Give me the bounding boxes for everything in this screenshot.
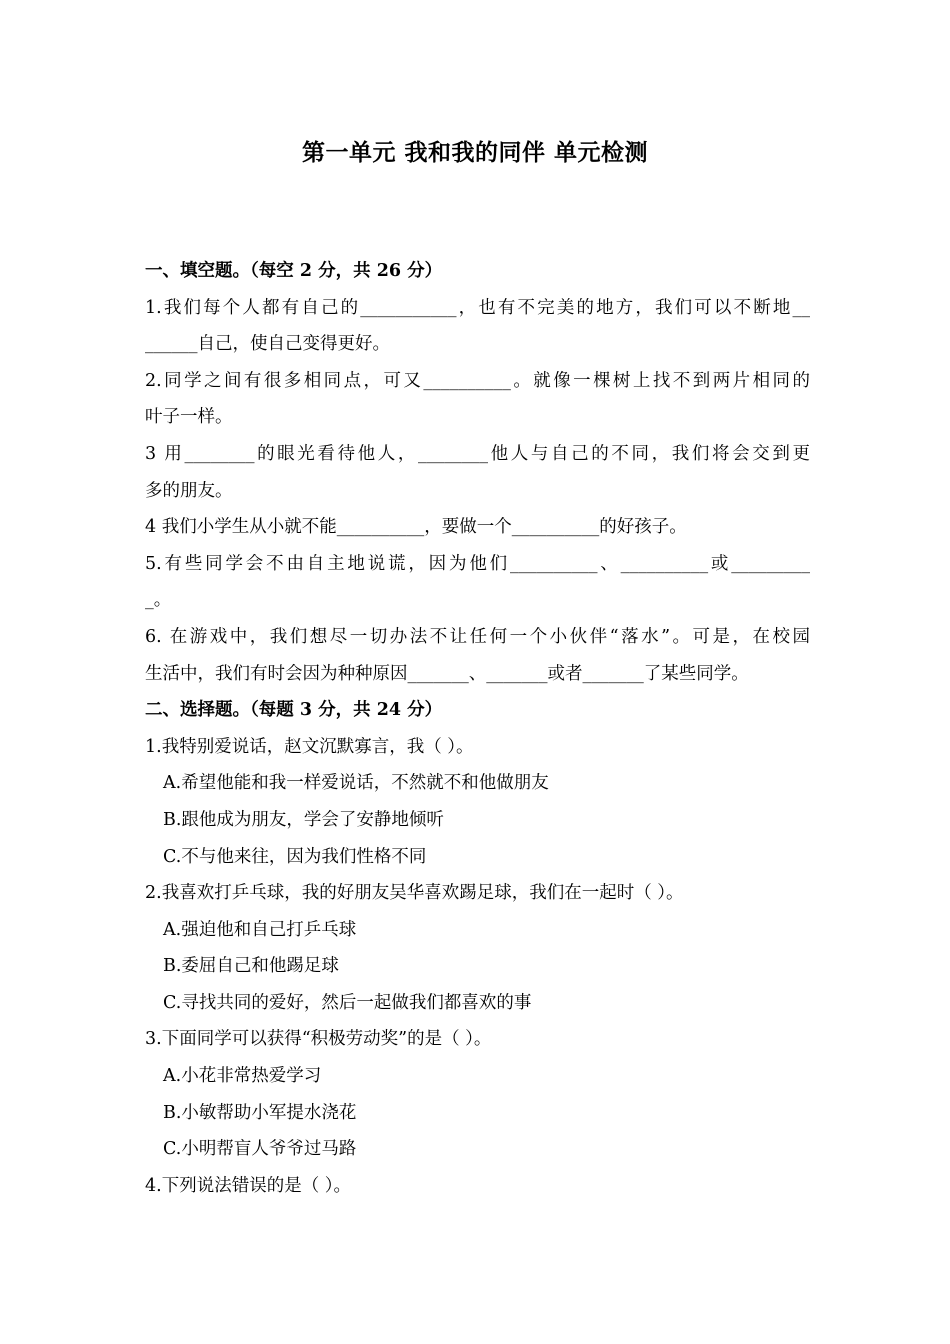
document-body: [145, 253, 810, 1204]
choice-question-3-option-c: C.小明帮盲人爷爷过马路: [163, 1139, 357, 1160]
question-6-line-2: 生活中，我们有时会因为种种原因_______、_______或者_______了某些同学。: [145, 663, 749, 684]
choice-question-1: 1.我特别爱说话，赵文沉默寡言，我（ ）。: [145, 736, 474, 757]
question-2-line-1: 2.同学之间有很多相同点，可又__________。就像一棵树上找不到两片相同的: [145, 370, 810, 391]
choice-question-2: 2.我喜欢打乒乓球，我的好朋友吴华喜欢踢足球，我们在一起时（ ）。: [145, 883, 684, 904]
question-5-line-2: _。: [145, 590, 172, 611]
choice-question-3-option-a: A.小花非常热爱学习: [163, 1066, 322, 1087]
section-heading-fill-in: 一、填空题。（每空 2 分，共 26 分）: [145, 261, 443, 281]
choice-question-3: 3.下面同学可以获得“积极劳动奖”的是（ ）。: [145, 1029, 492, 1050]
question-3-line-2: 多的朋友。: [145, 480, 233, 501]
choice-question-1-option-a: A.希望他能和我一样爱说话，不然就不和他做朋友: [163, 773, 549, 794]
choice-question-2-option-c: C.寻找共同的爱好，然后一起做我们都喜欢的事: [163, 992, 532, 1013]
question-5-line-1: 5.有些同学会不由自主地说谎，因为他们__________、__________或_________: [145, 553, 810, 574]
section-heading-multiple-choice: 二、选择题。（每题 3 分，共 24 分）: [145, 700, 443, 721]
choice-question-3-option-b: B.小敏帮助小军提水浇花: [163, 1102, 357, 1123]
document-title: 第一单元 我和我的同伴 单元检测: [301, 139, 648, 166]
choice-question-1-option-c: C.不与他来往，因为我们性格不同: [163, 846, 427, 867]
question-1-line-2: ______自己，使自己变得更好。: [145, 334, 390, 355]
question-6-line-1: 6. 在游戏中，我们想尽一切办法不让任何一个小伙伴“落水”。可是，在校园: [145, 626, 810, 647]
choice-question-4: 4.下列说法错误的是（ ）。: [145, 1175, 352, 1196]
question-1-line-1: 1.我们每个人都有自己的___________，也有不完美的地方，我们可以不断地__: [145, 297, 810, 318]
choice-question-2-option-b: B.委屈自己和他踢足球: [163, 956, 339, 977]
question-3-line-1: 3 用________的眼光看待他人，________他人与自己的不同，我们将会交到更: [145, 443, 810, 464]
question-4-line-1: 4 我们小学生从小就不能__________，要做一个__________的好孩子。: [145, 517, 687, 538]
question-2-line-2: 叶子一样。: [145, 407, 233, 428]
choice-question-1-option-b: B.跟他成为朋友，学会了安静地倾听: [163, 809, 444, 830]
choice-question-2-option-a: A.强迫他和自己打乒乓球: [163, 919, 357, 940]
